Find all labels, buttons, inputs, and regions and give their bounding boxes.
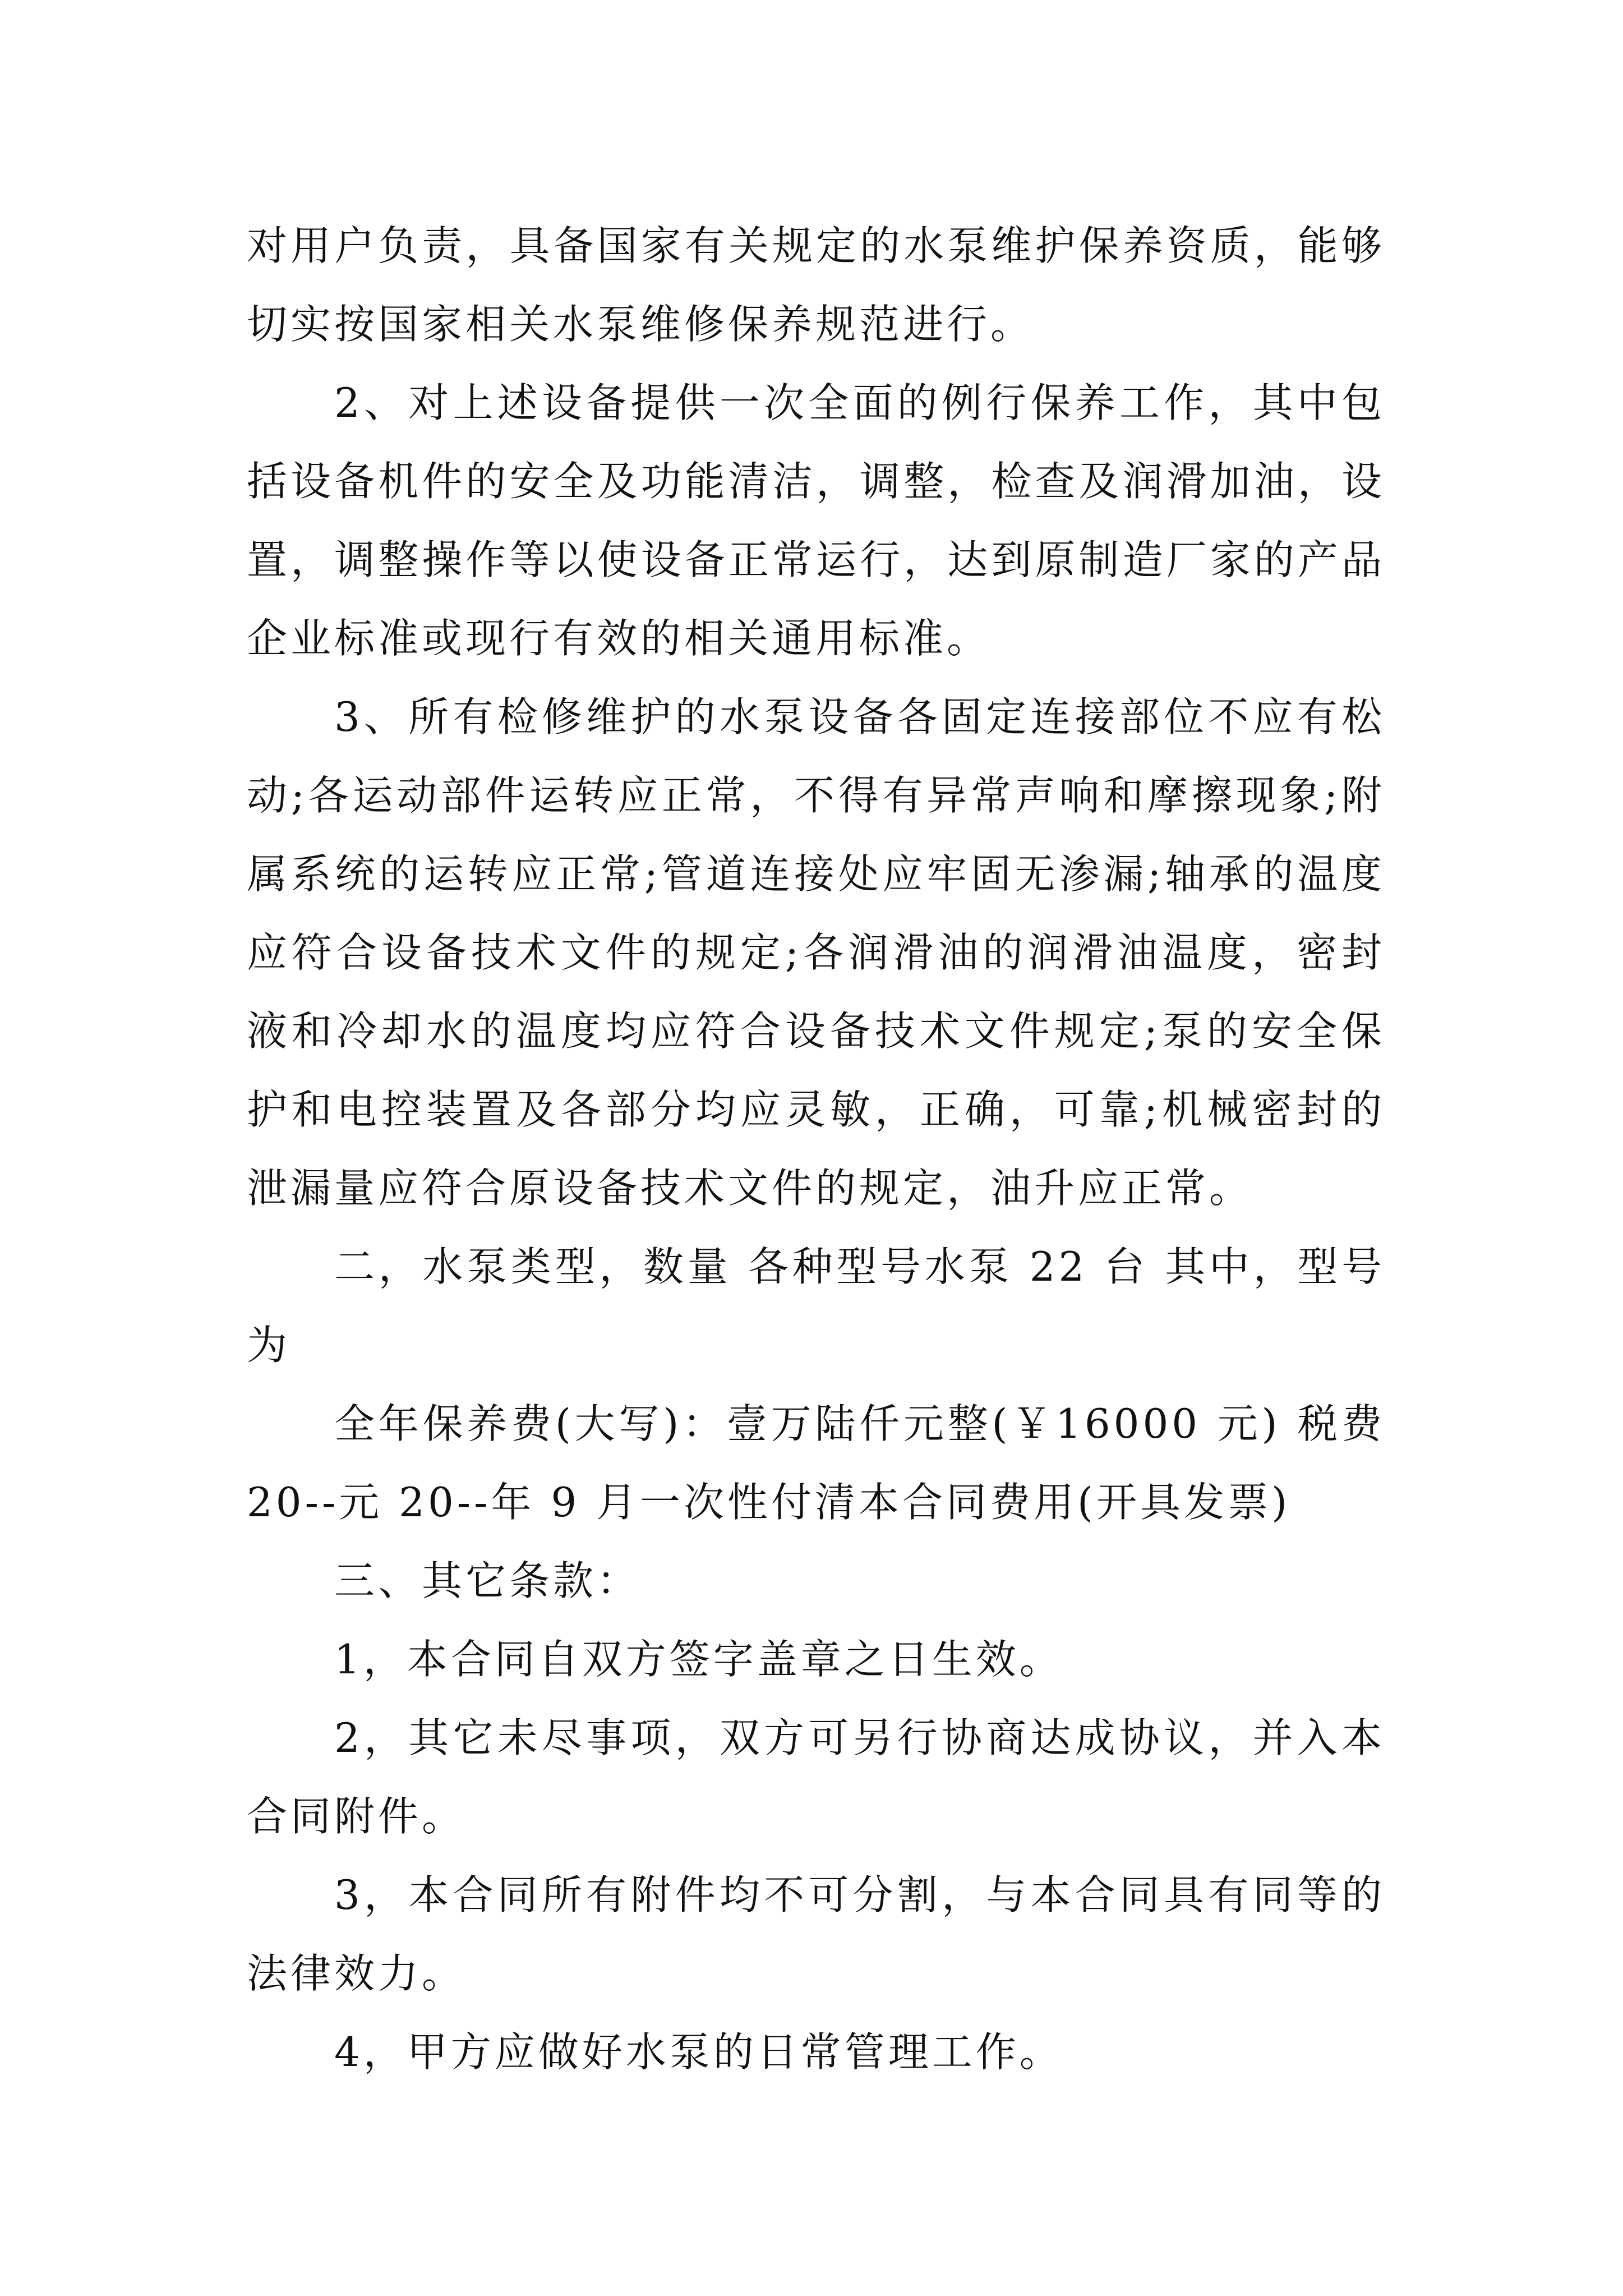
paragraph-7: 1，本合同自双方签字盖章之日生效。: [334, 1636, 1063, 1683]
paragraph-10: 4，甲方应做好水泵的日常管理工作。: [334, 2028, 1063, 2076]
paragraph-8: 2，其它未尽事项，双方可另行协商达成协议，并入本合同附件。: [247, 1714, 1385, 1840]
paragraph-1: 对用户负责，具备国家有关规定的水泵维护保养资质，能够切实按国家相关水泵维修保养规范进行。: [247, 222, 1385, 348]
paragraph-5: 全年保养费(大写)：壹万陆仟元整(￥16000 元) 税费 20--元 20--年 9 月一次性付清本合同费用(开具发票): [247, 1400, 1385, 1526]
paragraph-9: 3，本合同所有附件均不可分割，与本合同具有同等的法律效力。: [247, 1871, 1385, 1997]
paragraph-2: 2、对上述设备提供一次全面的例行保养工作，其中包括设备机件的安全及功能清洁，调整，检查及润滑加油，设置，调整操作等以使设备正常运行，达到原制造厂家的产品企业标准或现行有效的相关通用标准。: [247, 379, 1385, 662]
contract-body: [247, 206, 1385, 2091]
paragraph-3: 3、所有检修维护的水泵设备各固定连接部位不应有松动;各运动部件运转应正常，不得有异常声响和摩擦现象;附属系统的运转应正常;管道连接处应牢固无渗漏;轴承的温度应符合设备技术文件的规定;各润滑油的润滑油温度，密封液和冷却水的温度均应符合设备技术文件规定;泵的安全保护和电控装置及各部分均应灵敏，正确，可靠;机械密封的泄漏量应符合原设备技术文件的规定，油升应正常。: [247, 693, 1385, 1212]
paragraph-4: 二，水泵类型，数量 各种型号水泵 22 台 其中，型号为: [247, 1243, 1385, 1369]
paragraph-6: 三、其它条款：: [334, 1557, 641, 1604]
